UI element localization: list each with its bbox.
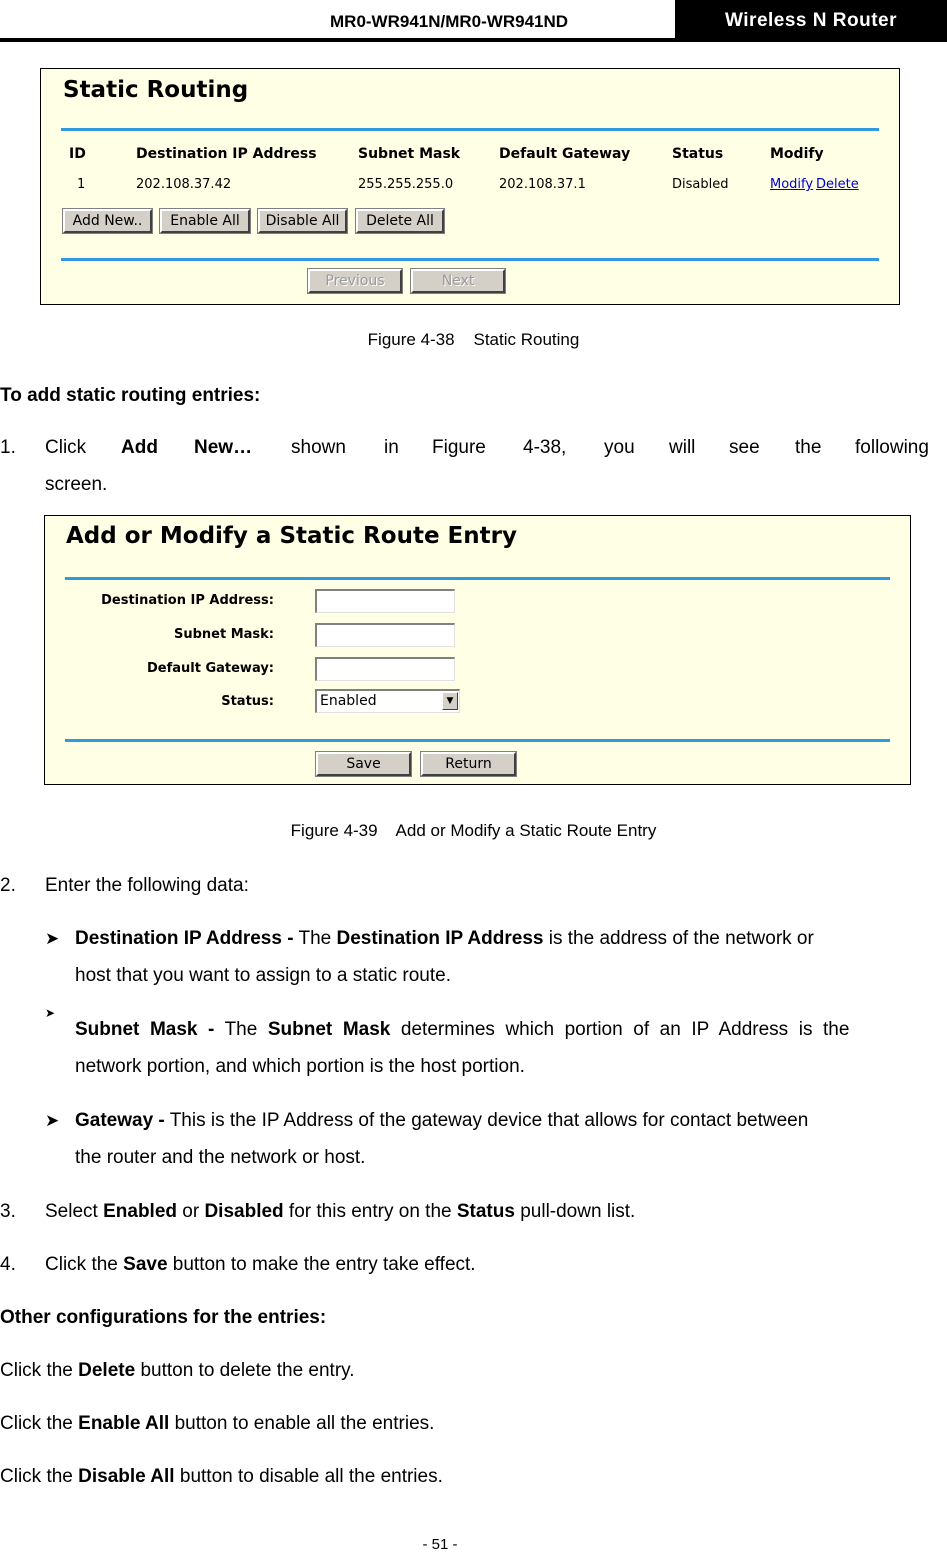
default-gateway-label: Default Gateway: xyxy=(146,661,274,676)
step-1-word: you xyxy=(604,437,635,458)
row-destination: 202.108.37.42 xyxy=(136,177,232,192)
bottom-divider xyxy=(65,739,890,742)
enable-all-button[interactable]: Enable All xyxy=(160,209,250,233)
step-1-word: Figure xyxy=(432,437,486,458)
bottom-divider xyxy=(61,258,879,261)
arrow-bullet-icon: ➤ xyxy=(45,1006,56,1020)
status-select[interactable] xyxy=(315,689,460,713)
title-divider xyxy=(65,577,890,580)
step-1-line xyxy=(0,437,940,461)
status-label: Status: xyxy=(221,694,274,709)
add-modify-title: Add or Modify a Static Route Entry xyxy=(66,523,517,549)
step-2-number: 2. xyxy=(0,875,16,896)
disable-all-button[interactable]: Disable All xyxy=(258,209,347,233)
bullet-destination-line-1: Destination IP Address - The Destination IP Address is the address of the network or xyxy=(75,928,814,949)
chevron-down-icon[interactable]: ▼ xyxy=(442,692,458,710)
status-selected-value: Enabled xyxy=(320,693,377,709)
bullet-destination-line-2: host that you want to assign to a static route. xyxy=(75,965,451,986)
subnet-mask-label: Subnet Mask: xyxy=(173,627,274,642)
static-routing-title: Static Routing xyxy=(63,77,249,103)
delete-all-button[interactable]: Delete All xyxy=(356,209,444,233)
step-1-word: shown xyxy=(291,437,346,458)
arrow-bullet-icon: ➤ xyxy=(45,1111,60,1130)
step-2-text: Enter the following data: xyxy=(45,875,249,896)
col-header-subnet: Subnet Mask xyxy=(358,146,461,162)
add-modify-panel xyxy=(44,515,911,785)
step-1-word: see xyxy=(729,437,760,458)
return-button[interactable]: Return xyxy=(421,752,516,776)
step-1-word: in xyxy=(384,437,399,458)
header-product-badge: Wireless N Router xyxy=(675,0,947,42)
page-number: - 51 - xyxy=(422,1536,458,1553)
arrow-bullet-icon: ➤ xyxy=(45,929,60,948)
heading-other-configurations: Other configurations for the entries: xyxy=(0,1307,327,1328)
other-disable-all-text: Click the Disable All button to disable all the entries. xyxy=(0,1466,443,1487)
subnet-mask-input[interactable] xyxy=(315,623,455,647)
other-delete-text: Click the Delete button to delete the entry. xyxy=(0,1360,355,1381)
row-subnet: 255.255.255.0 xyxy=(358,177,454,192)
destination-ip-label: Destination IP Address: xyxy=(101,593,274,608)
col-header-destination: Destination IP Address xyxy=(136,146,317,162)
header-rule xyxy=(0,38,947,42)
step-1-word: following xyxy=(855,437,929,458)
step-1-word: Add xyxy=(121,437,158,458)
bullet-subnet-line-2: network portion, and which portion is the host portion. xyxy=(75,1056,525,1077)
col-header-status: Status xyxy=(672,146,724,162)
figure-caption-4-39: Figure 4-39 Add or Modify a Static Route Entry xyxy=(290,821,657,840)
step-4-text: Click the Save button to make the entry take effect. xyxy=(45,1254,476,1275)
delete-link[interactable]: Delete xyxy=(816,177,859,192)
next-button[interactable]: Next xyxy=(411,269,505,293)
step-1-word: the xyxy=(795,437,822,458)
bullet-subnet-line-1: Subnet Mask - The Subnet Mask determines which portion of an IP Address is the xyxy=(75,1019,850,1040)
row-id: 1 xyxy=(77,177,86,192)
title-divider xyxy=(61,128,879,131)
add-new-button[interactable]: Add New.. xyxy=(63,209,152,233)
row-status: Disabled xyxy=(672,177,729,192)
heading-add-entries: To add static routing entries: xyxy=(0,385,261,406)
step-3-text: Select Enabled or Disabled for this entry on the Status pull-down list. xyxy=(45,1201,636,1222)
bullet-gateway-line-2: the router and the network or host. xyxy=(75,1147,366,1168)
step-1-word: will xyxy=(669,437,696,458)
default-gateway-input[interactable] xyxy=(315,657,455,681)
static-routing-panel xyxy=(40,68,900,305)
step-1-word: New… xyxy=(194,437,253,458)
col-header-id: ID xyxy=(69,146,86,162)
col-header-modify: Modify xyxy=(770,146,824,162)
step-1-number: 1. xyxy=(0,437,16,458)
col-header-gateway: Default Gateway xyxy=(499,146,631,162)
step-1-line-2: screen. xyxy=(45,474,108,495)
figure-caption-4-38: Figure 4-38 Static Routing xyxy=(367,330,580,349)
destination-ip-input[interactable] xyxy=(315,589,455,613)
step-1-word: Click xyxy=(45,437,87,458)
modify-link[interactable]: Modify xyxy=(770,177,814,192)
row-gateway: 202.108.37.1 xyxy=(499,177,586,192)
previous-button[interactable]: Previous xyxy=(308,269,402,293)
save-button[interactable]: Save xyxy=(316,752,411,776)
header-model: MR0-WR941N/MR0-WR941ND xyxy=(330,12,569,31)
bullet-gateway-line-1: Gateway - This is the IP Address of the gateway device that allows for contact between xyxy=(75,1110,809,1131)
step-4-number: 4. xyxy=(0,1254,16,1275)
step-3-number: 3. xyxy=(0,1201,16,1222)
step-1-word: 4-38, xyxy=(523,437,567,458)
other-enable-all-text: Click the Enable All button to enable all the entries. xyxy=(0,1413,435,1434)
